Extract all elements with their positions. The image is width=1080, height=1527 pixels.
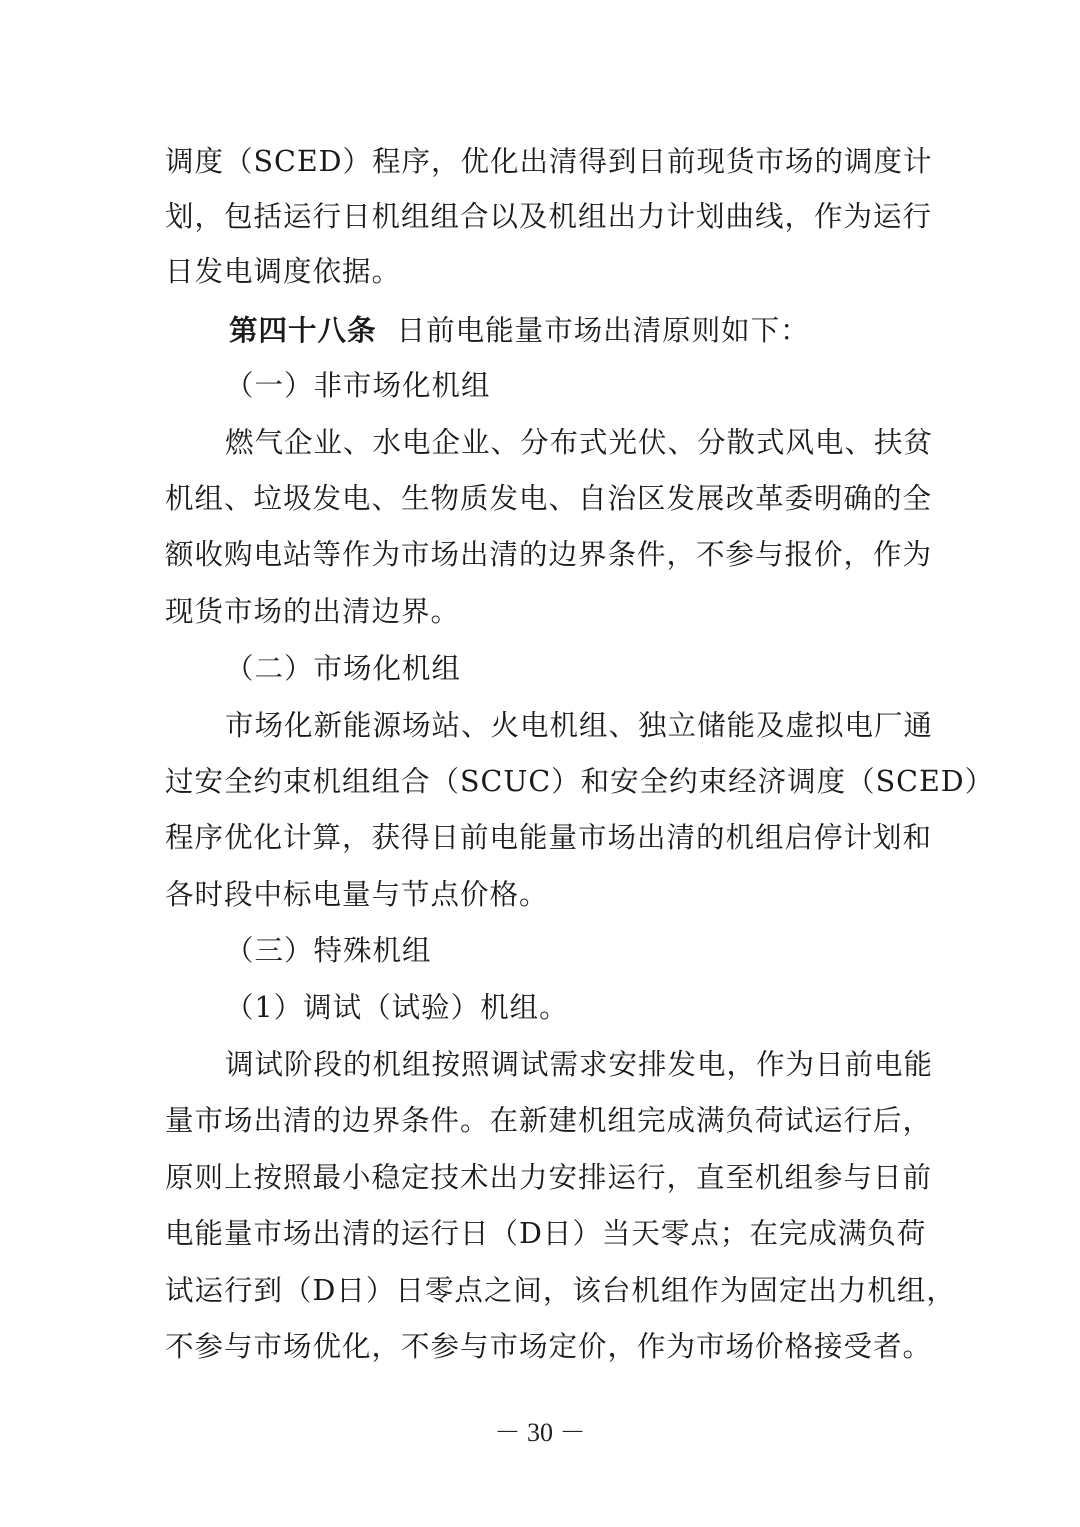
paragraph-line: 调度（SCED）程序，优化出清得到日前现货市场的调度计 bbox=[165, 145, 933, 178]
paragraph-line: 额收购电站等作为市场出清的边界条件，不参与报价，作为 bbox=[165, 538, 933, 571]
paragraph-line: 划，包括运行日机组组合以及机组出力计划曲线，作为运行 bbox=[165, 200, 933, 233]
article-heading: 第四十八条 bbox=[229, 313, 377, 347]
paragraph-line: 电能量市场出清的运行日（D日）当天零点；在完成满负荷 bbox=[165, 1217, 927, 1250]
section-heading-3: （三）特殊机组 bbox=[225, 934, 432, 967]
paragraph-line: 日发电调度依据。 bbox=[165, 255, 402, 288]
paragraph-line: 机组、垃圾发电、生物质发电、自治区发展改革委明确的全 bbox=[165, 482, 933, 515]
paragraph-line: 现货市场的出清边界。 bbox=[165, 595, 461, 628]
paragraph-line: 量市场出清的边界条件。在新建机组完成满负荷试运行后， bbox=[165, 1104, 933, 1137]
paragraph-line: 燃气企业、水电企业、分布式光伏、分散式风电、扶贫 bbox=[225, 426, 934, 459]
paragraph-line: 各时段中标电量与节点价格。 bbox=[165, 878, 549, 911]
page-number: － 30 － bbox=[494, 1418, 586, 1447]
paragraph-line: 市场化新能源场站、火电机组、独立储能及虚拟电厂通 bbox=[225, 709, 934, 742]
article-48-line bbox=[229, 310, 810, 350]
paragraph-line: 试运行到（D日）日零点之间，该台机组作为固定出力机组， bbox=[165, 1274, 956, 1307]
paragraph-line: 原则上按照最小稳定技术出力安排运行，直至机组参与日前 bbox=[165, 1161, 933, 1194]
paragraph-line: 过安全约束机组组合（SCUC）和安全约束经济调度（SCED） bbox=[165, 765, 995, 798]
section-heading-2: （二）市场化机组 bbox=[225, 652, 462, 685]
subsection-heading-1: （1）调试（试验）机组。 bbox=[225, 991, 569, 1024]
article-text: 日前电能量市场出清原则如下： bbox=[396, 314, 810, 347]
section-heading-1: （一）非市场化机组 bbox=[225, 369, 491, 402]
paragraph-line: 程序优化计算，获得日前电能量市场出清的机组启停计划和 bbox=[165, 821, 933, 854]
paragraph-line: 调试阶段的机组按照调试需求安排发电，作为日前电能 bbox=[225, 1048, 934, 1081]
paragraph-line: 不参与市场优化，不参与市场定价，作为市场价格接受者。 bbox=[165, 1330, 933, 1363]
